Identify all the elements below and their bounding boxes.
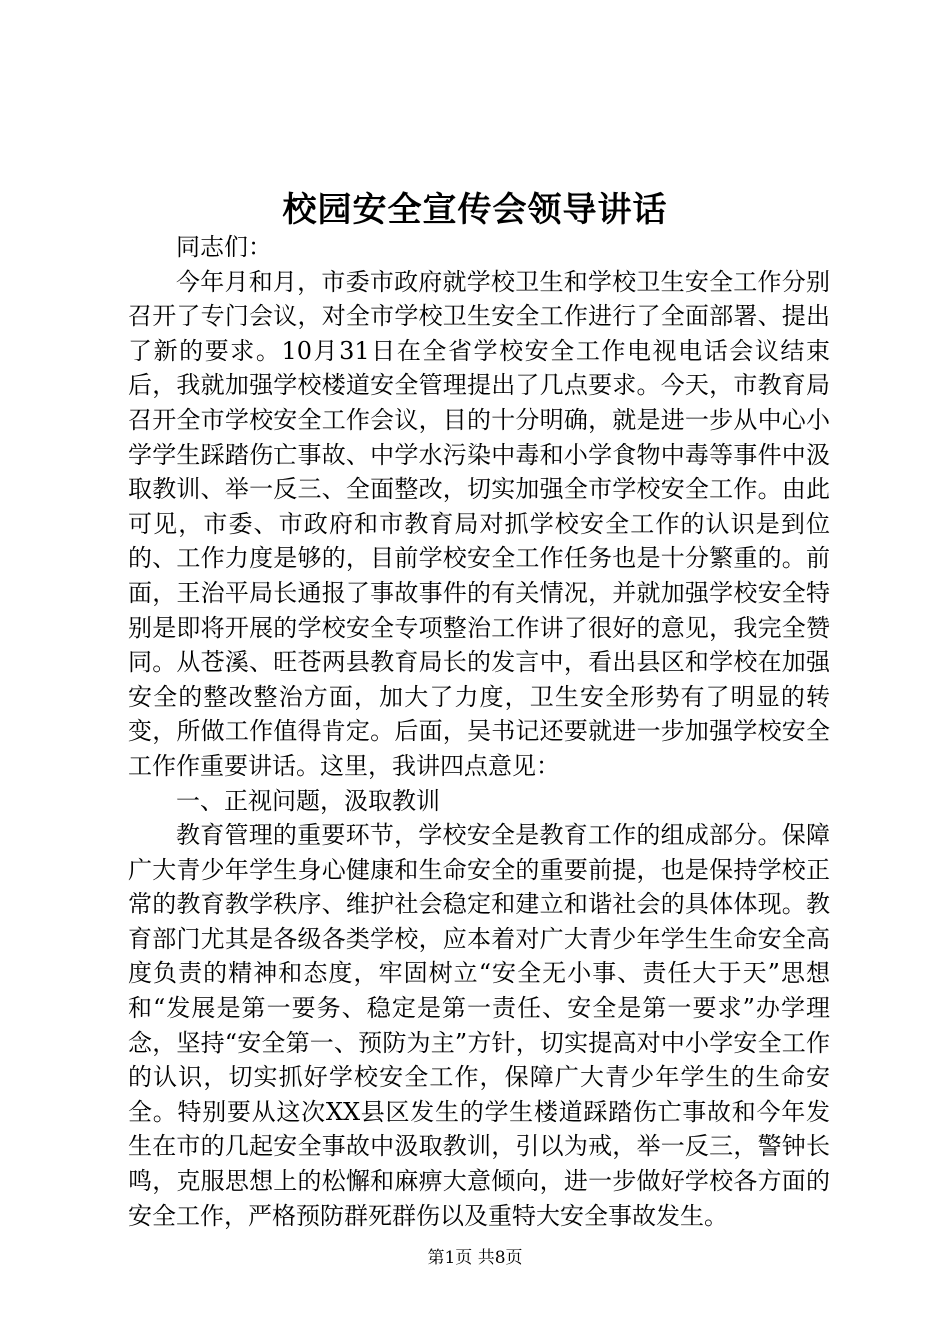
salutation-paragraph: 同志们： [176,233,272,261]
body-paragraph: 教育管理的重要环节，学校安全是教育工作的组成部分。保障广大青少年学生身心健康和生命安全的重要前提，也是保持学校正常的教育教学秩序、维护社会稳定和建立和谐社会的具体体现。教育部门尤其是各级各类学校，应本着对广大青少年学生生命安全高度负责的精神和态度，牢固树立“安全无小事、责任大于天”思想和“发展是第一要务、稳定是第一责任、安全是第一要求”办学理念，坚持“安全第一、预防为主”方针，切实提高对中小学安全工作的认识，切实抓好学校安全工作，保障广大青少年学生的生命安全。特别要从这次XX县区发生的学生楼道踩踏伤亡事故和今年发生在市的几起安全事故中汲取教训，引以为戒，举一反三，警钟长鸣，克服思想上的松懈和麻痹大意倾向，进一步做好学校各方面的安全工作，严格预防群死群伤以及重特大安全事故发生。 [128,821,830,1230]
document-body [128,230,830,1233]
section-heading: 一、正视问题，汲取教训 [176,786,440,815]
document-title: 校园安全宣传会领导讲话 [282,190,668,230]
page-number-footer: 第1页 共8页 [427,1248,523,1268]
intro-paragraph: 今年月和月，市委市政府就学校卫生和学校卫生安全工作分别召开了专门会议，对全市学校卫生安全工作进行了全面部署、提出了新的要求。10月31日在全省学校安全工作电视电话会议结束后，我就加强学校楼道安全管理提出了几点要求。今天，市教育局召开全市学校安全工作会议，目的十分明确，就是进一步从中心小学学生踩踏伤亡事故、中学水污染中毒和小学食物中毒等事件中汲取教训、举一反三、全面整改，切实加强全市学校安全工作。由此可见，市委、市政府和市教育局对抓学校安全工作的认识是到位的、工作力度是够的，目前学校安全工作任务也是十分繁重的。前面，王治平局长通报了事故事件的有关情况，并就加强学校安全特别是即将开展的学校安全专项整治工作讲了很好的意见，我完全赞同。从苍溪、旺苍两县教育局长的发言中，看出县区和学校在加强安全的整改整治方面，加大了力度，卫生安全形势有了明显的转变，所做工作值得肯定。后面，吴书记还要就进一步加强学校安全工作作重要讲话。这里，我讲四点意见： [128,267,830,780]
